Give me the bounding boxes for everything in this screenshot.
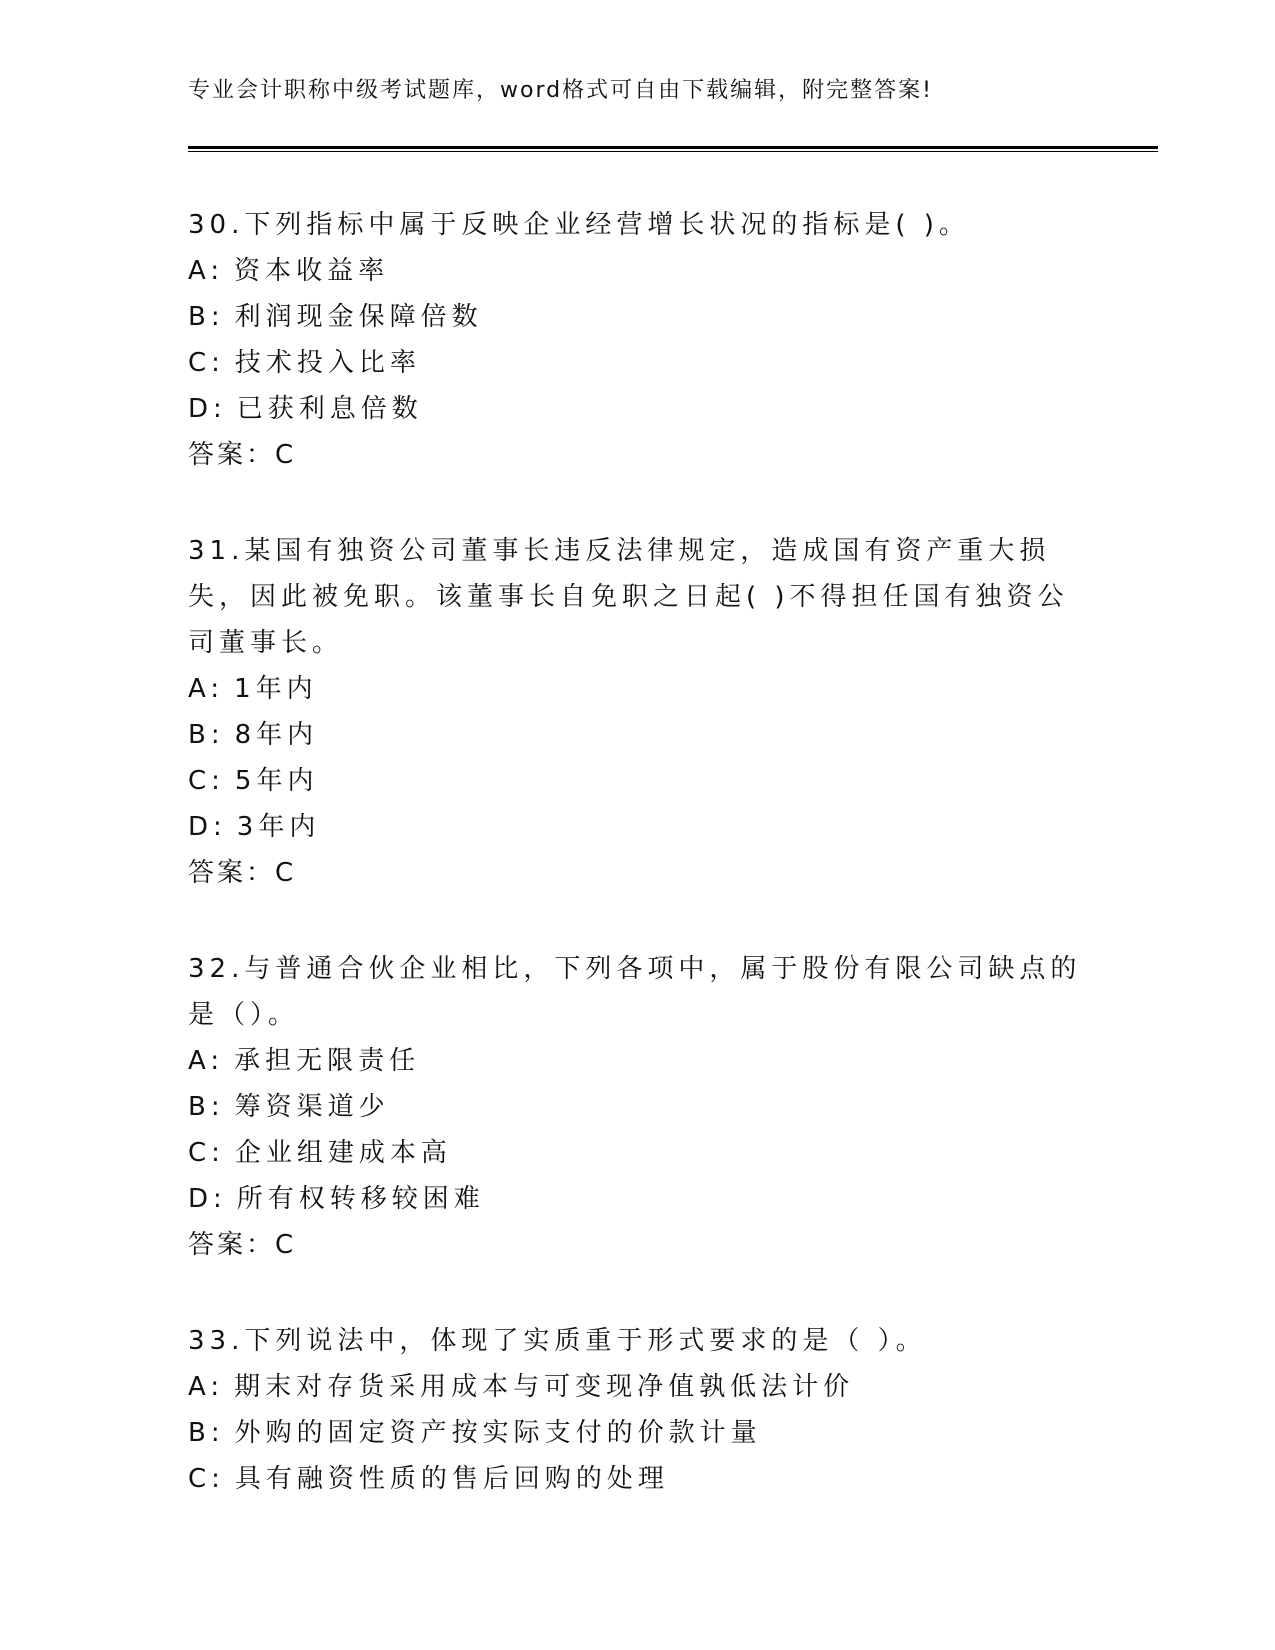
option-key: C: xyxy=(188,766,225,796)
option-c xyxy=(188,340,1088,386)
answer-line xyxy=(188,850,1088,896)
option-text: 5年内 xyxy=(234,766,319,796)
option-b xyxy=(188,712,1088,758)
option-text: 资本收益率 xyxy=(234,256,390,286)
option-b xyxy=(188,1084,1088,1130)
option-key: A: xyxy=(188,674,225,704)
header-rule-thin xyxy=(188,151,1158,152)
question-31 xyxy=(188,528,1088,896)
option-a xyxy=(188,666,1088,712)
option-key: C: xyxy=(188,1138,225,1168)
option-key: D: xyxy=(188,1184,227,1214)
answer-value: C xyxy=(275,440,297,470)
header-rule-thick xyxy=(188,146,1158,149)
option-a xyxy=(188,1364,1088,1410)
option-c xyxy=(188,758,1088,804)
option-text: 1年内 xyxy=(234,674,318,704)
question-32 xyxy=(188,946,1088,1268)
option-key: A: xyxy=(188,1046,225,1076)
option-key: B: xyxy=(188,1418,225,1448)
option-text: 利润现金保障倍数 xyxy=(234,302,483,332)
option-c xyxy=(188,1456,1088,1502)
option-text: 3年内 xyxy=(236,812,321,842)
question-list xyxy=(188,202,1088,1502)
option-key: D: xyxy=(188,812,227,842)
option-text: 期末对存货采用成本与可变现净值孰低法计价 xyxy=(234,1372,855,1402)
option-text: 已获利息倍数 xyxy=(236,394,423,424)
option-text: 具有融资性质的售后回购的处理 xyxy=(234,1464,669,1494)
option-d xyxy=(188,386,1088,432)
question-30 xyxy=(188,202,1088,478)
answer-label: 答案： xyxy=(188,858,276,888)
page-header: 专业会计职称中级考试题库，word格式可自由下载编辑，附完整答案! xyxy=(188,78,933,103)
answer-line xyxy=(188,432,1088,478)
option-key: A: xyxy=(188,256,225,286)
answer-line xyxy=(188,1222,1088,1268)
option-d xyxy=(188,804,1088,850)
question-stem: 30.下列指标中属于反映企业经营增长状况的指标是( )。 xyxy=(188,210,970,240)
question-stem: 33.下列说法中，体现了实质重于形式要求的是（ ）。 xyxy=(188,1326,927,1356)
option-a xyxy=(188,248,1088,294)
answer-value: C xyxy=(275,1230,297,1260)
question-stem: 31.某国有独资公司董事长违反法律规定，造成国有资产重大损失，因此被免职。该董事长自免职之日起( )不得担任国有独资公司董事长。 xyxy=(188,536,1069,658)
answer-value: C xyxy=(275,858,297,888)
spacer xyxy=(188,478,1088,528)
option-b xyxy=(188,294,1088,340)
option-key: A: xyxy=(188,1372,225,1402)
answer-label: 答案： xyxy=(188,440,276,470)
option-key: D: xyxy=(188,394,227,424)
option-text: 承担无限责任 xyxy=(234,1046,421,1076)
spacer xyxy=(188,1268,1088,1318)
question-33 xyxy=(188,1318,1088,1502)
option-text: 筹资渠道少 xyxy=(234,1092,390,1122)
option-key: C: xyxy=(188,348,225,378)
option-a xyxy=(188,1038,1088,1084)
option-key: C: xyxy=(188,1464,225,1494)
option-text: 所有权转移较困难 xyxy=(236,1184,485,1214)
question-stem: 32.与普通合伙企业相比，下列各项中，属于股份有限公司缺点的是（）。 xyxy=(188,954,1082,1030)
option-text: 企业组建成本高 xyxy=(234,1138,452,1168)
option-b xyxy=(188,1410,1088,1456)
option-d xyxy=(188,1176,1088,1222)
option-text: 技术投入比率 xyxy=(234,348,421,378)
answer-label: 答案： xyxy=(188,1230,276,1260)
option-text: 外购的固定资产按实际支付的价款计量 xyxy=(234,1418,762,1448)
option-c xyxy=(188,1130,1088,1176)
option-key: B: xyxy=(188,720,225,750)
option-text: 8年内 xyxy=(234,720,319,750)
option-key: B: xyxy=(188,1092,225,1122)
spacer xyxy=(188,896,1088,946)
option-key: B: xyxy=(188,302,225,332)
